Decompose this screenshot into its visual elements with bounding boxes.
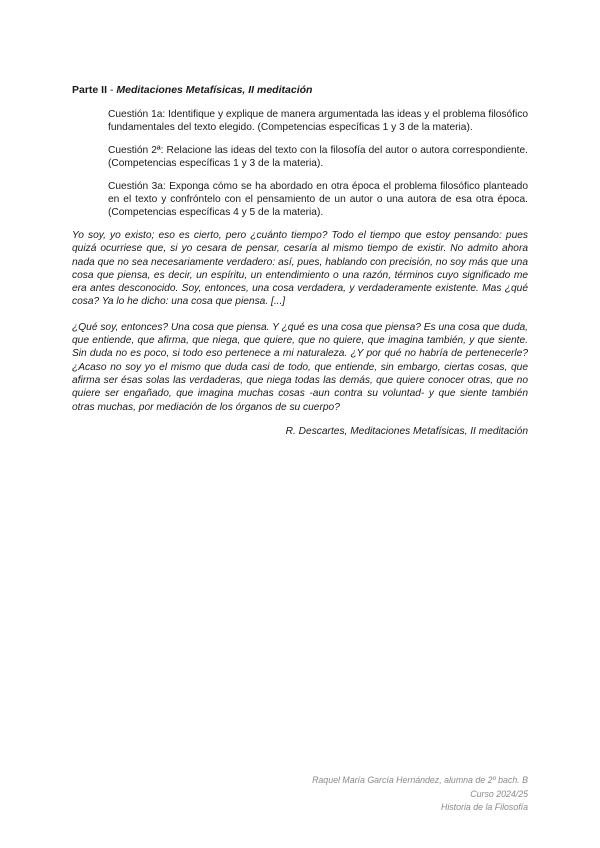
footer-subject: Historia de la Filosofía — [440, 802, 528, 812]
section-heading — [72, 84, 528, 96]
question-3: Cuestión 3a: Exponga cómo se ha abordado en otra época el problema filosófico planteado en el texto y confróntelo con el pensamiento de un autor o una autora de esa otra época. (Competencias específicas 4 y 5 de la materia). — [108, 181, 528, 218]
page-footer — [312, 774, 528, 815]
question-2: Cuestión 2ª: Relacione las ideas del texto con la filosofía del autor o autora correspondiente. (Competencias específicas 1 y 3 de la materia). — [108, 145, 528, 169]
heading-separator: - — [107, 84, 117, 96]
text-passage-1: Yo soy, yo existo; eso es cierto, pero ¿cuánto tiempo? Todo el tiempo que estoy pensando: pues quizá ocurriese que, si yo cesara de pensar, cesaría al mismo tiempo de existir. No admito ahora nada que no sea necesariamente verdadero: así, pues, hablando con precisión, no soy más que una cosa que piensa, es decir, un espíritu, un entendimiento o una razón, términos cuyo significado me era antes desconocido. Soy, entonces, una cosa verdadera, y verdaderamente existente. Mas ¿qué cosa? Ya lo he dicho: una cosa que piensa. [...] — [72, 230, 528, 308]
part-label: Parte II — [72, 84, 108, 96]
source-attribution: R. Descartes, Meditaciones Metafísicas, II meditación — [285, 425, 528, 437]
text-passage-2: ¿Qué soy, entonces? Una cosa que piensa. Y ¿qué es una cosa que piensa? Es una cosa que duda, que entiende, que afirma, que niega, que quiere, que no quiere, que imagina también, y que siente. Sin duda no es poco, si todo eso pertenece a mi naturaleza. ¿Y por qué no habría de pertenecerle? ¿Acaso no soy yo el mismo que duda casi de todo, que entiende, sin embargo, ciertas cosas, que afirma ser ésas solas las verdaderas, que niega todas las demás, que quiere conocer otras, que no quiere ser engañado, que imagina muchas cosas -aun contra su voluntad- y que siente también otras muchas, por mediación de los órganos de su cuerpo? — [72, 321, 528, 413]
exam-page — [72, 84, 528, 437]
work-title: Meditaciones Metafísicas, II meditación — [116, 84, 313, 96]
footer-author: Raquel María García Hernández, alumna de 2º bach. B — [312, 775, 528, 785]
question-1: Cuestión 1a: Identifique y explique de manera argumentada las ideas y el problema filosófico fundamentales del texto elegido. (Competencias específicas 1 y 3 de la materia). — [108, 109, 528, 133]
footer-course: Curso 2024/25 — [470, 788, 528, 799]
